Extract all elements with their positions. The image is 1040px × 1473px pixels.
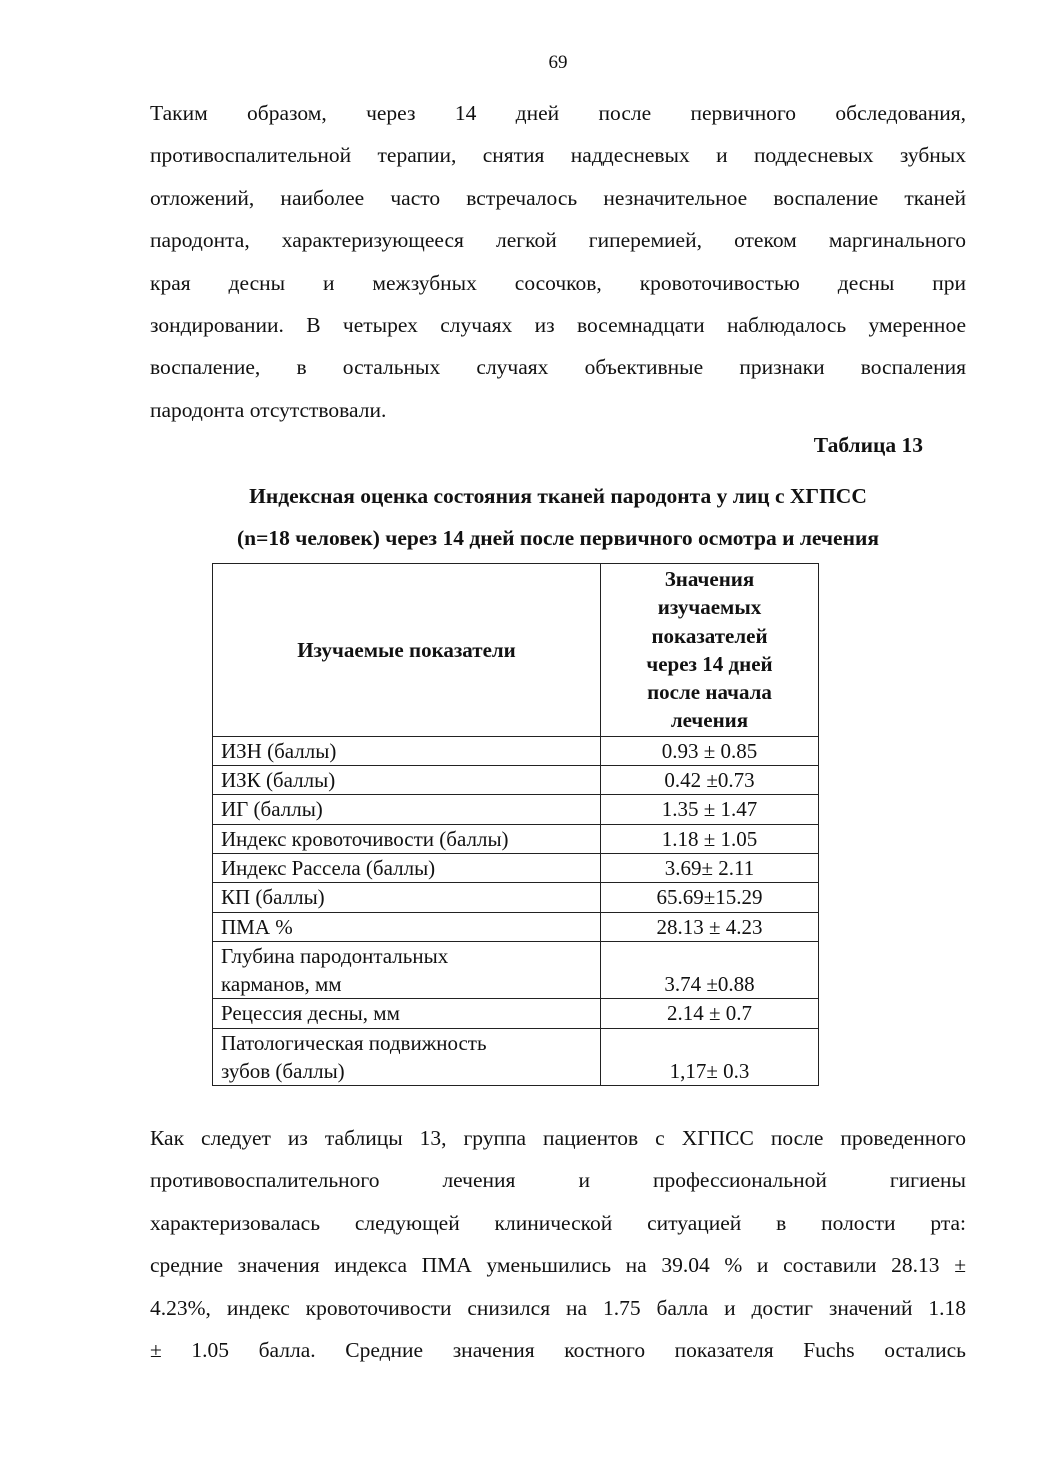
row-label-line: карманов, мм [221, 972, 342, 997]
table-row [213, 999, 819, 1028]
table-row [213, 912, 819, 941]
row-label: Индекс Рассела (баллы) [213, 853, 601, 882]
row-label: Рецессия десны, мм [213, 999, 601, 1028]
table-row [213, 1028, 819, 1086]
table-caption [150, 475, 966, 560]
row-label: ИЗН (баллы) [213, 736, 601, 765]
table-label: Таблица 13 [813, 433, 923, 457]
row-value: 2.14 ± 0.7 [601, 999, 819, 1028]
row-value: 3.74 ±0.88 [601, 941, 819, 999]
table-row [213, 883, 819, 912]
row-value: 65.69±15.29 [601, 883, 819, 912]
text-line: пародонта, характеризующееся легкой гиперемией, отеком маргинального [150, 228, 966, 253]
row-label [213, 941, 601, 999]
text-line: ± 1.05 балла. Средние значения костного показателя Fuchs остались [150, 1337, 966, 1362]
row-value: 0.42 ±0.73 [601, 766, 819, 795]
row-value: 28.13 ± 4.23 [601, 912, 819, 941]
row-label: ИЗК (баллы) [213, 766, 601, 795]
text-line: отложений, наиболее часто встречалось незначительное воспаление тканей [150, 185, 966, 210]
row-label-line: Глубина пародонтальных [221, 943, 449, 968]
row-value: 3.69± 2.11 [601, 853, 819, 882]
table-row [213, 941, 819, 999]
header-line: лечения [670, 708, 749, 733]
table-header-row [213, 564, 819, 737]
row-value: 1.18 ± 1.05 [601, 824, 819, 853]
row-label-line: зубов (баллы) [221, 1059, 345, 1084]
text-line: 4.23%, индекс кровоточивости снизился на 1.75 балла и достиг значений 1.18 [150, 1295, 966, 1320]
text-line: Таким образом, через 14 дней после первичного обследования, [150, 101, 966, 125]
table-row [213, 824, 819, 853]
row-label: ПМА % [213, 912, 601, 941]
row-label: КП (баллы) [213, 883, 601, 912]
text-line: Как следует из таблицы 13, группа пациентов с ХГПСС после проведенного [150, 1126, 966, 1150]
header-line: после начала [647, 680, 772, 705]
row-label: ИГ (баллы) [213, 795, 601, 824]
caption-line: Индексная оценка состояния тканей пародонта у лиц с ХГПСС [249, 484, 867, 508]
header-line: показателей [651, 623, 768, 648]
text-line: характеризовалась следующей клинической ситуацией в полости рта: [150, 1210, 966, 1235]
text-line: воспаление, в остальных случаях объективные признаки воспаления [150, 355, 966, 380]
text-line: пародонта отсутствовали. [150, 397, 387, 422]
text-line: противоспалительной терапии, снятия наддесневых и поддесневых зубных [150, 143, 966, 168]
page-number: 69 [548, 52, 568, 73]
text-line: зондировании. В четырех случаях из восемнадцати наблюдалось умеренное [150, 312, 966, 337]
row-value: 1,17± 0.3 [601, 1028, 819, 1086]
header-values [601, 564, 819, 737]
table-row [213, 795, 819, 824]
table-row [213, 853, 819, 882]
row-value: 1.35 ± 1.47 [601, 795, 819, 824]
header-line: изучаемых [657, 595, 762, 620]
row-label: Индекс кровоточивости (баллы) [213, 824, 601, 853]
indices-table [212, 563, 819, 1086]
paragraph-conclusion [150, 1117, 966, 1371]
table-row [213, 736, 819, 765]
caption-line: (n=18 человек) через 14 дней после первичного осмотра и лечения [237, 526, 879, 551]
table-row [213, 766, 819, 795]
row-value: 0.93 ± 0.85 [601, 736, 819, 765]
text-line: средние значения индекса ПМА уменьшились на 39.04 % и составили 28.13 ± [150, 1253, 966, 1278]
header-line: через 14 дней [646, 651, 773, 676]
row-label-line: Патологическая подвижность [221, 1030, 487, 1055]
header-line: Значения [664, 567, 755, 591]
text-line: края десны и межзубных сосочков, кровоточивостью десны при [150, 270, 966, 295]
text-line: противовоспалительного лечения и профессиональной гигиены [150, 1168, 966, 1193]
header-indicators: Изучаемые показатели [213, 564, 601, 737]
paragraph-intro [150, 92, 966, 431]
row-label [213, 1028, 601, 1086]
